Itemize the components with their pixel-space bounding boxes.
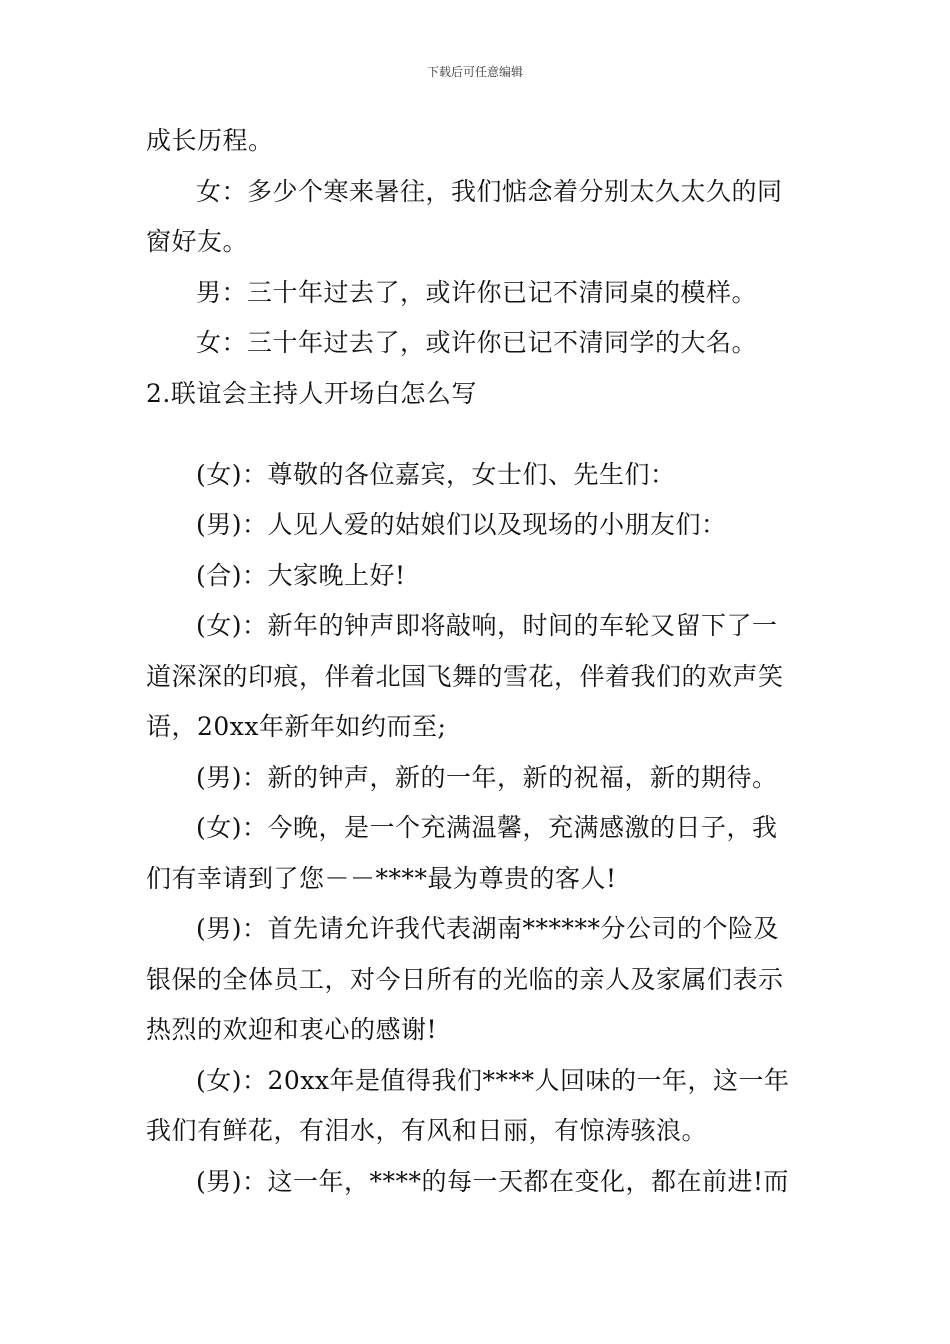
- text-line: (男)：首先请允许我代表湖南******分公司的个险及: [196, 914, 780, 943]
- text-line: (女)：今晚，是一个充满温馨，充满感激的日子，我: [196, 813, 778, 842]
- document-body: [146, 126, 810, 1217]
- text-line: 男：三十年过去了，或许你已记不清同桌的模样。: [196, 277, 758, 307]
- text-line: 女：三十年过去了，或许你已记不清同学的大名。: [196, 328, 758, 357]
- text-line: (女)：尊敬的各位嘉宾，女士们、先生们：: [196, 459, 676, 489]
- text-line: 热烈的欢迎和衷心的感谢!: [146, 1015, 438, 1044]
- text-line: 道深深的印痕，伴着北国飞舞的雪花，伴着我们的欢声笑: [146, 661, 784, 691]
- text-line: 银保的全体员工，对今日所有的光临的亲人及家属们表示: [146, 964, 784, 994]
- text-line: 窗好友。: [146, 227, 249, 256]
- page-header: 下载后可任意编辑: [426, 65, 523, 79]
- text-line: (女)：20xx年是值得我们****人回味的一年，这一年: [196, 1065, 790, 1095]
- text-line: (男)：新的钟声，新的一年，新的祝福，新的期待。: [196, 762, 778, 792]
- text-line: 们有幸请到了您－－****最为尊贵的客人!: [146, 863, 617, 893]
- text-line: 女：多少个寒来暑往，我们惦念着分别太久太久的同: [196, 176, 783, 206]
- text-line: 成长历程。: [146, 126, 274, 155]
- section-heading: 2.联谊会主持人开场白怎么写: [146, 378, 477, 408]
- text-line: (男)：这一年，****的每一天都在变化，都在前进!而: [196, 1166, 790, 1196]
- text-line: 语，20xx年新年如约而至;: [146, 712, 447, 741]
- text-line: (合)：大家晚上好!: [196, 560, 406, 590]
- text-line: (女)：新年的钟声即将敲响，时间的车轮又留下了一: [196, 611, 778, 640]
- text-line: (男)：人见人爱的姑娘们以及现场的小朋友们：: [196, 510, 727, 539]
- text-line: 我们有鲜花，有泪水，有风和日丽，有惊涛骇浪。: [146, 1116, 708, 1145]
